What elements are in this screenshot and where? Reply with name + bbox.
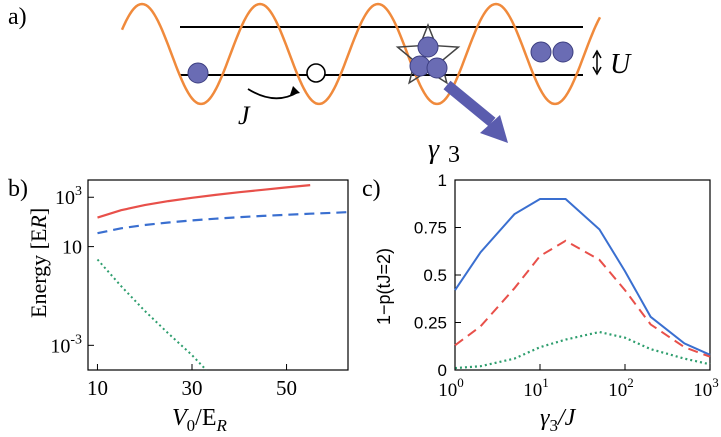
panel-b-series-dashed-line — [98, 212, 349, 233]
tick-base: 10 — [438, 380, 458, 401]
panel-c-axes-box — [455, 180, 710, 370]
panel-b-x-tick-label: 50 — [276, 376, 298, 400]
panel-c-y-tick-label: 0.25 — [413, 313, 447, 333]
panel-c-y-tick-label: 1 — [437, 171, 447, 190]
tick-exponent: 3 — [712, 375, 719, 390]
panel-c-label: c) — [362, 176, 381, 202]
loss-rate-gamma-subscript: 3 — [448, 142, 460, 168]
panel-b-x-tick-label: 30 — [181, 376, 203, 400]
panel-b-series-dotted-line — [98, 260, 207, 371]
atom-pair-2 — [553, 42, 573, 62]
tunneling-J-label: J — [238, 101, 250, 130]
tick-base: 10 — [693, 380, 713, 401]
loss-rate-gamma-symbol: γ — [428, 134, 440, 165]
tick-exponent: -3 — [70, 332, 82, 348]
atom-triple-3 — [427, 58, 447, 78]
interaction-U-label: U — [610, 49, 631, 80]
panel-a-label: a) — [8, 4, 27, 30]
panel-b-x-tick-label: 10 — [86, 376, 108, 400]
tick-base: 10 — [523, 380, 543, 401]
tick-base: 10 — [50, 335, 71, 358]
tick-exponent: 1 — [542, 375, 549, 390]
panel-c-x-axis-label: $\gamma_3/J$ — [540, 405, 576, 435]
panel-c-series-dashed-line — [455, 241, 710, 357]
panel-b-x-axis-label: $V_0/E_R$ — [172, 405, 227, 435]
panel-b-plot-area — [98, 185, 349, 370]
panel-c-series-dotted-line — [455, 332, 710, 368]
panel-c-y-tick-label: 0.75 — [413, 218, 447, 238]
panel-c-y-tick-label: 0 — [437, 361, 447, 380]
atom-triple-1 — [418, 37, 438, 57]
panel-c-y-axis-label: 1−p(tJ=2) — [374, 247, 394, 325]
tick-exponent: 2 — [627, 375, 634, 390]
panel-a-schematic — [8, 4, 632, 168]
panel-b-y-tick-label — [55, 184, 82, 209]
loss-arrow-shaft — [447, 85, 492, 122]
tick-base: 10 — [608, 380, 628, 401]
atom-pair-1 — [531, 42, 551, 62]
panel-b-chart — [8, 176, 348, 435]
optical-lattice-potential — [122, 4, 600, 104]
panel-b-series-solid-line — [98, 185, 311, 218]
panel-b-y-axis-label: Energy [ER] — [26, 207, 51, 318]
atom-single — [188, 63, 208, 83]
panel-b-label: b) — [8, 176, 28, 202]
panel-c-x-tick-label — [523, 375, 549, 401]
panel-b-x-ticks — [87, 364, 297, 400]
tick-exponent: 3 — [75, 184, 82, 200]
panel-c-series-solid-line — [455, 199, 710, 355]
panel-c-plot-area — [455, 199, 710, 368]
empty-site-circle — [307, 64, 325, 82]
tick-base: 10 — [55, 187, 75, 210]
tick-base: 10 — [62, 236, 82, 259]
panel-c-x-tick-label — [608, 375, 634, 401]
tick-exponent: 0 — [457, 375, 464, 390]
panel-b-y-tick-label — [50, 332, 82, 357]
panel-b-y-tick-label — [62, 237, 82, 259]
panel-c-y-ticks — [414, 171, 461, 380]
panel-c-x-tick-label — [693, 375, 719, 401]
panel-c-y-tick-label: 0.5 — [423, 266, 447, 285]
hopping-arrow-head — [290, 86, 300, 95]
panel-c-chart — [362, 171, 719, 435]
